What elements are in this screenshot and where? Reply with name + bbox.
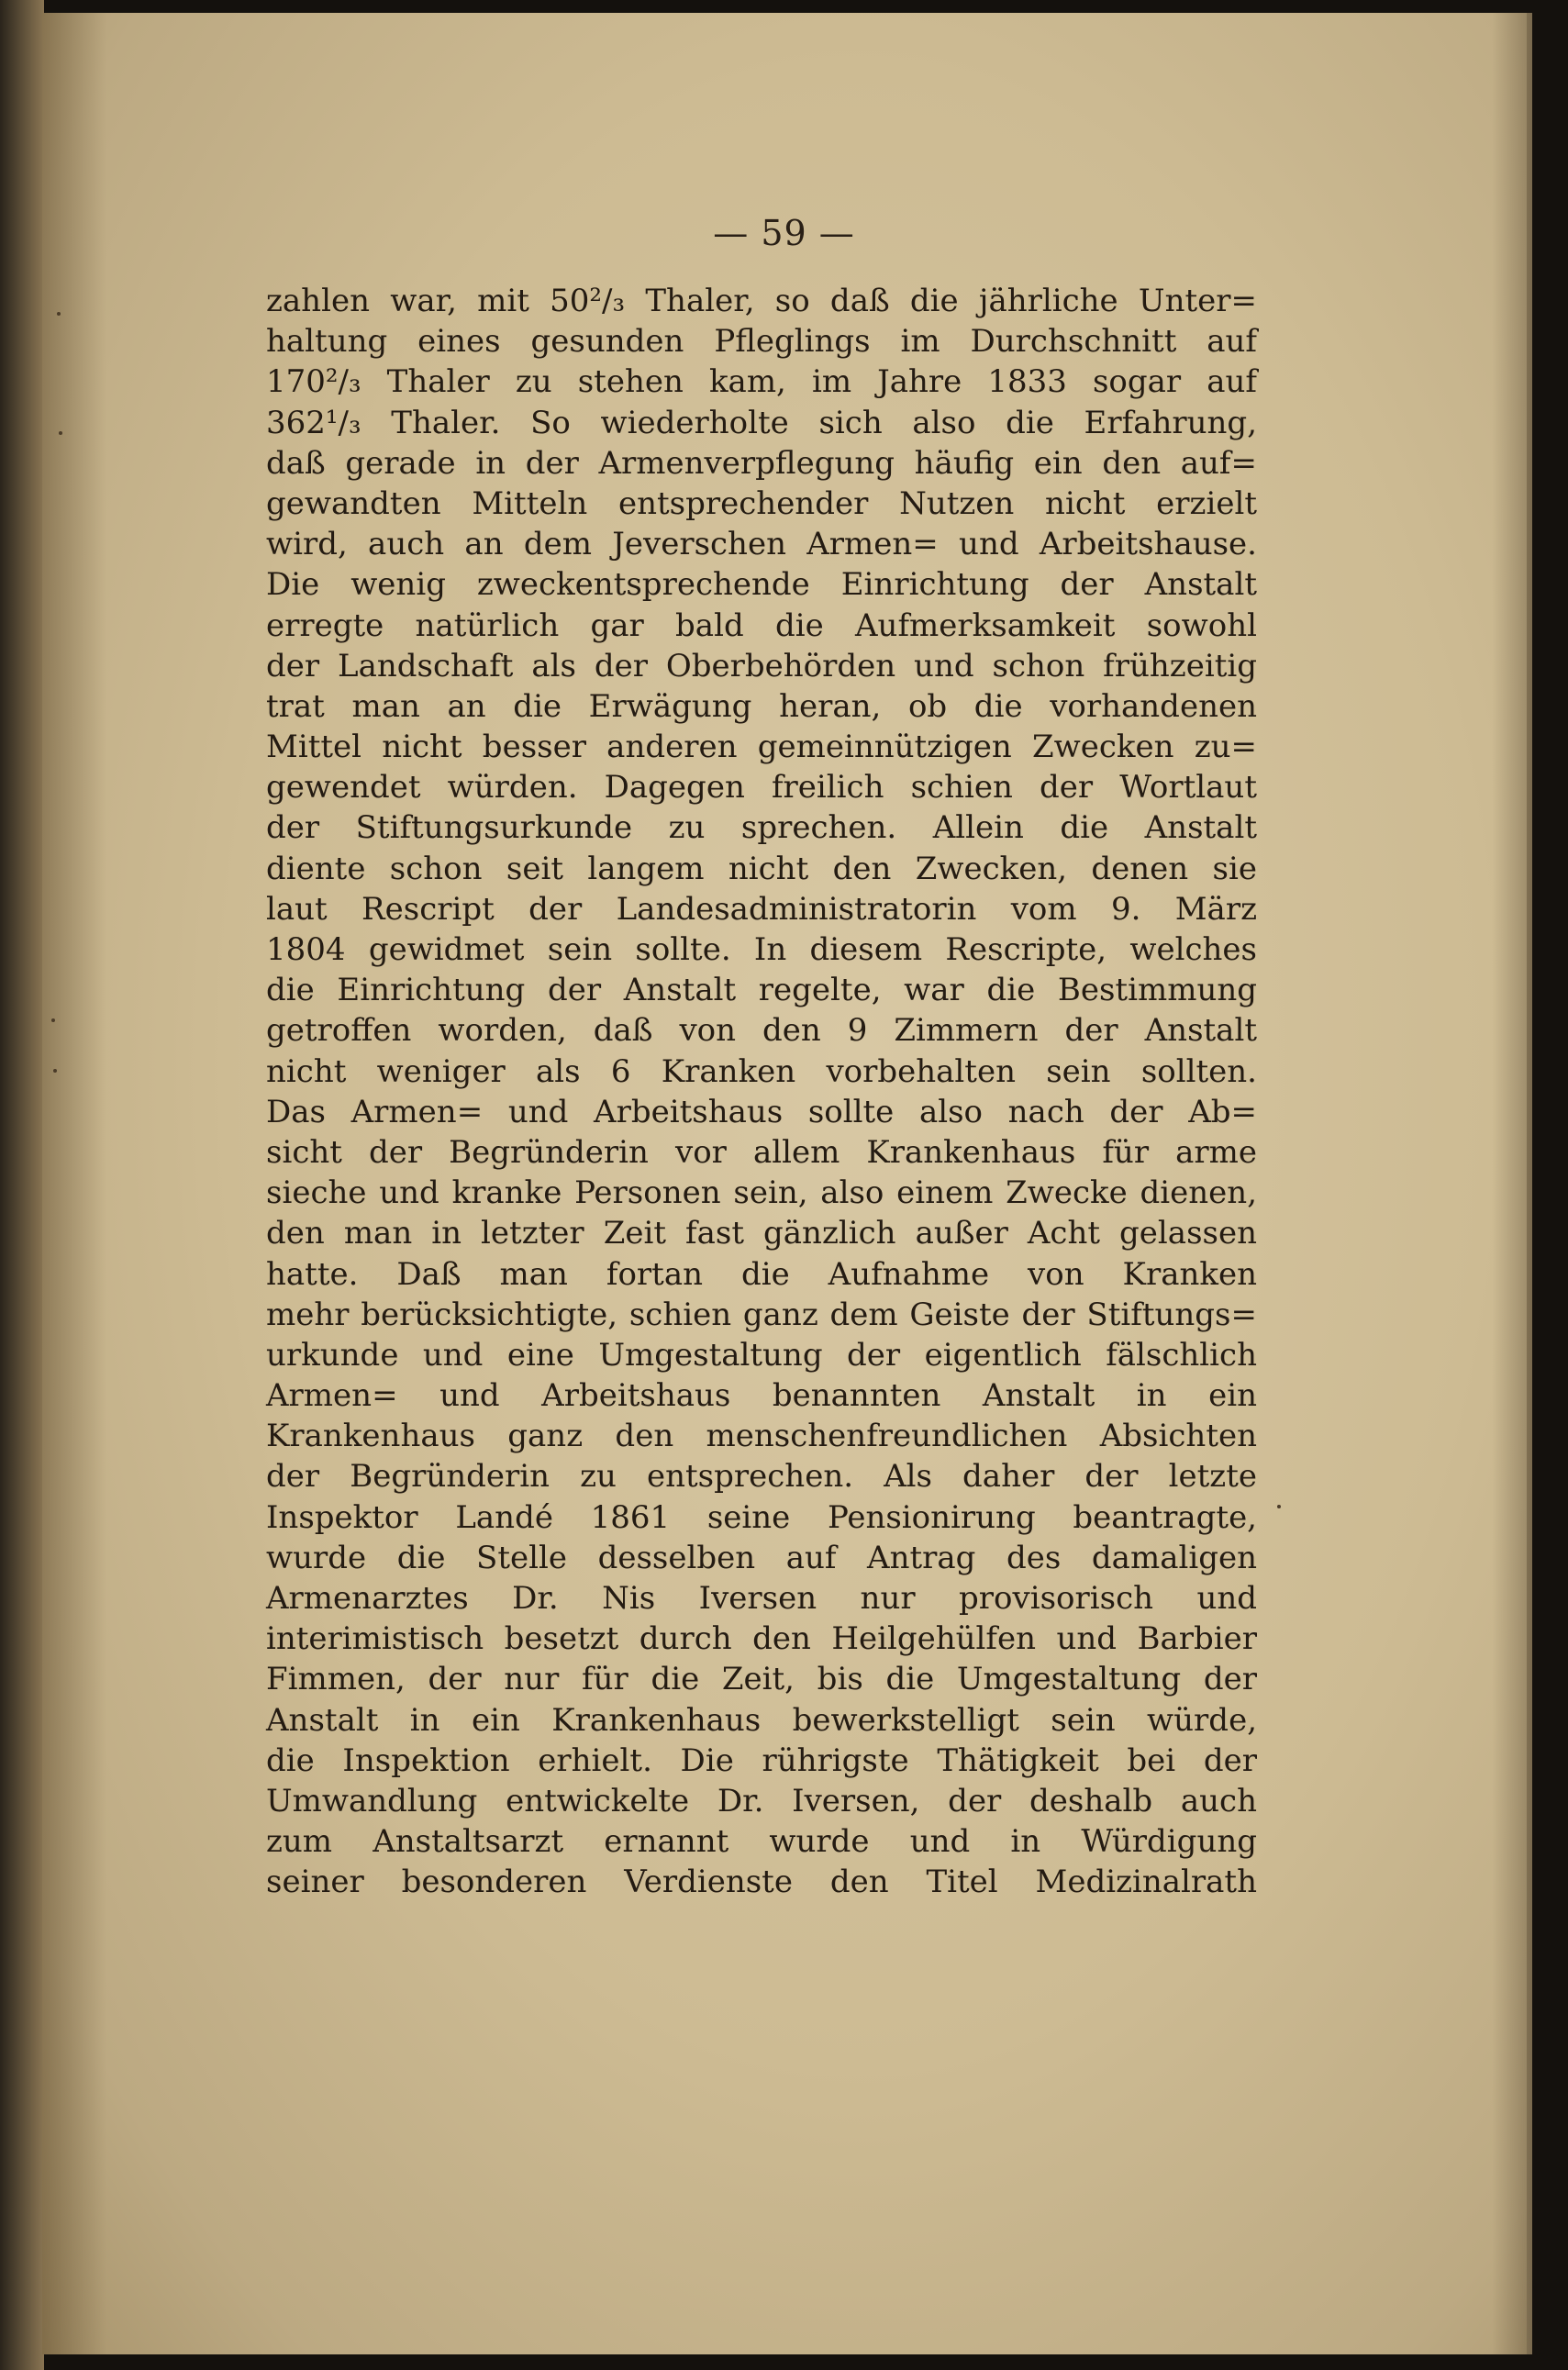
text-line: der Landschaft als der Oberbehörden und schon frühzeitig <box>266 647 1257 684</box>
page-gutter-shadow <box>42 13 106 2354</box>
text-line: Anstalt in ein Krankenhaus bewerkstelligt sein würde, <box>266 1701 1257 1739</box>
text-line: Das Armen= und Arbeitshaus sollte also nach der Ab= <box>266 1093 1257 1130</box>
margin-mark <box>1277 1505 1281 1508</box>
text-line: der Stiftungsurkunde zu sprechen. Allein die Anstalt <box>266 809 1257 847</box>
text-line: 170²/₃ Thaler zu stehen kam, im Jahre 1833 sogar auf <box>266 363 1257 401</box>
text-line: gewendet würden. Dagegen freilich schien der Wortlaut <box>266 769 1257 807</box>
text-line: haltung eines gesunden Pfleglings im Durchschnitt auf <box>266 323 1257 361</box>
margin-mark <box>51 1018 55 1022</box>
text-line: erregte natürlich gar bald die Aufmerksamkeit sowohl <box>266 606 1257 644</box>
text-line: die Inspektion erhielt. Die rührigste Thätigkeit bei der <box>266 1741 1257 1779</box>
text-line: daß gerade in der Armenverpflegung häufig ein den auf= <box>266 444 1257 482</box>
text-line: Fimmen, der nur für die Zeit, bis die Umgestaltung der <box>266 1661 1257 1698</box>
text-line: gewandten Mitteln entsprechender Nutzen nicht erzielt <box>266 484 1257 522</box>
text-line: urkunde und eine Umgestaltung der eigentlich fälschlich <box>266 1336 1257 1374</box>
text-line: Krankenhaus ganz den menschenfreundlichen Absichten <box>266 1418 1257 1455</box>
page-number: — 59 — <box>713 213 855 253</box>
text-line: mehr berücksichtigte, schien ganz dem Geiste der Stiftungs= <box>266 1296 1257 1333</box>
text-line: der Begründerin zu entsprechen. Als daher der letzte <box>266 1458 1257 1496</box>
text-line: zahlen war, mit 50²/₃ Thaler, so daß die jährliche Unter= <box>266 283 1257 319</box>
margin-mark <box>53 1069 57 1073</box>
text-line: 1804 gewidmet sein sollte. In diesem Rescripte, welches <box>266 931 1257 968</box>
facing-page-edge <box>0 0 44 2370</box>
text-line: laut Rescript der Landesadministratorin vom 9. März <box>266 890 1257 928</box>
text-line: Inspektor Landé 1861 seine Pensionirung beantragte, <box>266 1498 1257 1536</box>
text-line: nicht weniger als 6 Kranken vorbehalten sein sollten. <box>266 1052 1257 1090</box>
body-text <box>266 281 1257 1903</box>
margin-mark <box>59 431 62 435</box>
text-line: die Einrichtung der Anstalt regelte, war die Bestimmung <box>266 972 1257 1009</box>
text-line: den man in letzter Zeit fast gänzlich außer Acht gelassen <box>266 1215 1257 1252</box>
text-line: wird, auch an dem Jeverschen Armen= und Arbeitshause. <box>266 526 1257 563</box>
text-line: zum Anstaltsarzt ernannt wurde und in Würdigung <box>266 1823 1257 1861</box>
text-line: trat man an die Erwägung heran, ob die vorhandenen <box>266 687 1257 725</box>
text-line: Armenarztes Dr. Nis Iversen nur provisorisch und <box>266 1580 1257 1617</box>
margin-mark <box>57 312 61 316</box>
text-line: Mittel nicht besser anderen gemeinnützigen Zwecken zu= <box>266 729 1257 766</box>
text-line: getroffen worden, daß von den 9 Zimmern der Anstalt <box>266 1012 1257 1050</box>
text-line: Armen= und Arbeitshaus benannten Anstalt in ein <box>266 1377 1257 1415</box>
page-right-edge <box>1492 13 1532 2354</box>
text-line: 362¹/₃ Thaler. So wiederholte sich also die Erfahrung, <box>266 404 1257 441</box>
text-line: seiner besonderen Verdienste den Titel Medizinalrath <box>266 1864 1257 1901</box>
text-line: interimistisch besetzt durch den Heilgehülfen und Barbier <box>266 1620 1257 1658</box>
text-line: diente schon seit langem nicht den Zwecken, denen sie <box>266 850 1257 887</box>
text-line: Umwandlung entwickelte Dr. Iversen, der deshalb auch <box>266 1782 1257 1819</box>
text-line: wurde die Stelle desselben auf Antrag des damaligen <box>266 1539 1257 1576</box>
text-line: sieche und kranke Personen sein, also einem Zwecke dienen, <box>266 1174 1257 1212</box>
text-line: sicht der Begründerin vor allem Krankenhaus für arme <box>266 1133 1257 1171</box>
text-line: Die wenig zweckentsprechende Einrichtung der Anstalt <box>266 566 1257 604</box>
text-line: hatte. Daß man fortan die Aufnahme von Kranken <box>266 1255 1257 1293</box>
